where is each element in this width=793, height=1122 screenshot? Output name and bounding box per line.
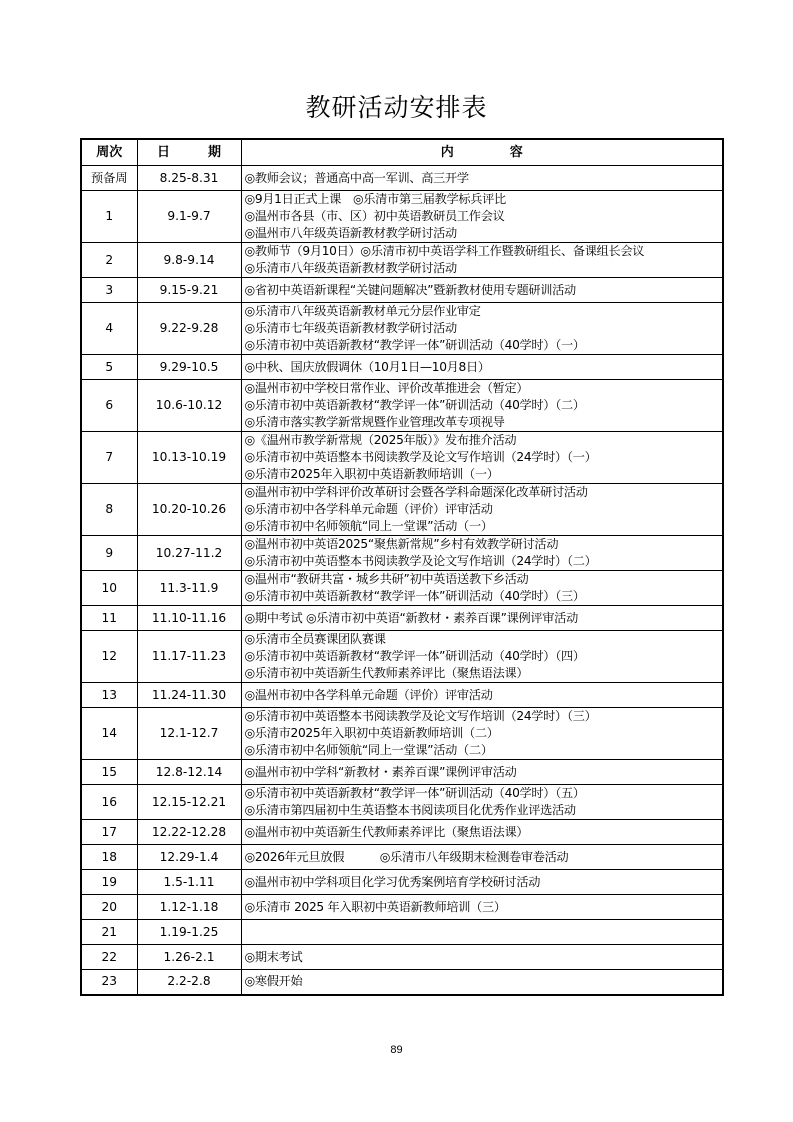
schedule-body: [81, 166, 723, 995]
week-cell: 17: [81, 820, 137, 845]
activity-line: ◎省初中英语新课程“关键问题解决”暨新教材使用专题研训活动: [244, 282, 576, 297]
content-cell: [241, 631, 723, 683]
activity-line: ◎期末考试: [244, 949, 303, 964]
date-cell: 11.3-11.9: [137, 571, 241, 606]
activity-line: ◎乐清市初中英语新生代教师素养评比（聚焦语法课）: [244, 666, 529, 680]
table-row: [81, 432, 723, 484]
header-date-char-1: 日: [156, 145, 170, 160]
content-cell: [241, 870, 723, 895]
activity-line: ◎乐清市全员赛课团队赛课: [244, 632, 386, 646]
date-cell: 9.8-9.14: [137, 243, 241, 278]
activity-line: ◎温州市初中学科评价改革研讨会暨各学科命题深化改革研讨活动: [244, 485, 588, 499]
schedule-table: [80, 138, 724, 996]
date-cell: 2.2-2.8: [137, 970, 241, 995]
date-cell: 9.22-9.28: [137, 303, 241, 355]
table-row: [81, 760, 723, 785]
table-header-row: [81, 139, 723, 166]
date-cell: 11.17-11.23: [137, 631, 241, 683]
table-row: [81, 355, 723, 380]
date-cell: 10.13-10.19: [137, 432, 241, 484]
table-row: [81, 970, 723, 995]
content-cell: [241, 243, 723, 278]
activity-line: ◎期中考试 ◎乐清市初中英语“新教材・素养百课”课例评审活动: [244, 610, 578, 625]
date-cell: 12.15-12.21: [137, 785, 241, 820]
content-cell: [241, 895, 723, 920]
activity-line: ◎温州市初中英语2025“聚焦新常规”乡村有效教学研讨活动: [244, 537, 559, 551]
date-cell: 12.1-12.7: [137, 708, 241, 760]
week-cell: 20: [81, 895, 137, 920]
activity-line: ◎教师节（9月10日）◎乐清市初中英语学科工作暨教研组长、备课组长会议: [244, 244, 645, 258]
activity-line: ◎乐清市2025年入职初中英语新教师培训（二）: [244, 726, 499, 740]
content-cell: [241, 380, 723, 432]
week-cell: 1: [81, 191, 137, 243]
activity-line: ◎温州市初中各学科单元命题（评价）评审活动: [244, 687, 493, 702]
content-cell: [241, 845, 723, 870]
week-cell: 23: [81, 970, 137, 995]
content-cell: [241, 191, 723, 243]
table-row: [81, 380, 723, 432]
activity-line: ◎教师会议；普通高中高一军训、高三开学: [244, 170, 469, 185]
table-row: [81, 243, 723, 278]
content-cell: [241, 945, 723, 970]
content-cell: [241, 355, 723, 380]
content-cell: [241, 606, 723, 631]
table-row: [81, 895, 723, 920]
content-cell: [241, 166, 723, 191]
activity-line: ◎温州市各县（市、区）初中英语教研员工作会议: [244, 209, 505, 223]
header-week: 周次: [81, 139, 137, 166]
week-cell: 7: [81, 432, 137, 484]
content-cell: [241, 571, 723, 606]
content-cell: [241, 920, 723, 945]
date-cell: 12.22-12.28: [137, 820, 241, 845]
activity-line: ◎乐清市初中英语新教材“教学评一体”研训活动（40学时）（二）: [244, 398, 585, 412]
date-cell: 12.8-12.14: [137, 760, 241, 785]
header-date-char-2: 期: [208, 145, 222, 160]
header-content: [241, 139, 723, 166]
table-row: [81, 820, 723, 845]
date-cell: 1.19-1.25: [137, 920, 241, 945]
content-cell: [241, 303, 723, 355]
week-cell: 19: [81, 870, 137, 895]
header-content-char-2: 容: [509, 145, 523, 160]
page-number: 89: [390, 1044, 403, 1056]
activity-line: ◎乐清市八年级英语新教材单元分层作业审定: [244, 304, 481, 318]
activity-line: ◎《温州市教学新常规（2025年版）》发布推介活动: [244, 433, 517, 447]
week-cell: 5: [81, 355, 137, 380]
week-cell: 9: [81, 536, 137, 571]
table-row: [81, 191, 723, 243]
activity-line: ◎温州市初中英语新生代教师素养评比（聚焦语法课）: [244, 824, 529, 839]
table-row: [81, 870, 723, 895]
activity-line: ◎寒假开始: [244, 974, 303, 989]
table-row: [81, 536, 723, 571]
week-cell: 14: [81, 708, 137, 760]
week-cell: 18: [81, 845, 137, 870]
activity-line: ◎乐清市七年级英语新教材教学研讨活动: [244, 321, 457, 335]
table-row: [81, 785, 723, 820]
activity-line: ◎中秋、国庆放假调休（10月1日—10月8日）: [244, 359, 490, 374]
activity-line: ◎乐清市初中英语整本书阅读教学及论文写作培训（24学时）（三）: [244, 709, 597, 723]
week-cell: 12: [81, 631, 137, 683]
date-cell: 9.15-9.21: [137, 278, 241, 303]
date-cell: 12.29-1.4: [137, 845, 241, 870]
activity-line: ◎乐清市 2025 年入职初中英语新教师培训（三）: [244, 899, 506, 914]
date-cell: 1.5-1.11: [137, 870, 241, 895]
date-cell: 10.6-10.12: [137, 380, 241, 432]
table-row: [81, 845, 723, 870]
activity-line: ◎温州市初中学科项目化学习优秀案例培育学校研讨活动: [244, 874, 541, 889]
activity-line: ◎温州市初中学校日常作业、评价改革推进会（暂定）: [244, 381, 529, 395]
page-title: 教研活动安排表: [305, 93, 488, 122]
activity-line: ◎乐清市落实教学新常规暨作业管理改革专项视导: [244, 415, 505, 429]
table-row: [81, 920, 723, 945]
date-cell: 9.1-9.7: [137, 191, 241, 243]
table-row: [81, 683, 723, 708]
activity-line: ◎乐清市初中英语新教材“教学评一体”研训活动（40学时）（五）: [244, 786, 585, 800]
activity-line: ◎温州市“教研共富・城乡共研”初中英语送教下乡活动: [244, 572, 529, 586]
date-cell: 11.10-11.16: [137, 606, 241, 631]
table-row: [81, 945, 723, 970]
week-cell: 10: [81, 571, 137, 606]
activity-line: ◎温州市八年级英语新教材教学研讨活动: [244, 226, 457, 240]
week-cell: 6: [81, 380, 137, 432]
activity-line: ◎乐清市2025年入职初中英语新教师培训（一）: [244, 467, 499, 481]
activity-line: ◎乐清市初中英语新教材“教学评一体”研训活动（40学时）（四）: [244, 649, 585, 663]
header-content-char-1: 内: [440, 145, 454, 160]
date-cell: 10.20-10.26: [137, 484, 241, 536]
date-cell: 8.25-8.31: [137, 166, 241, 191]
content-cell: [241, 278, 723, 303]
table-row: [81, 166, 723, 191]
table-row: [81, 571, 723, 606]
date-cell: 1.26-2.1: [137, 945, 241, 970]
content-cell: [241, 683, 723, 708]
week-cell: 4: [81, 303, 137, 355]
week-cell: 11: [81, 606, 137, 631]
content-cell: [241, 708, 723, 760]
table-row: [81, 631, 723, 683]
table-row: [81, 303, 723, 355]
activity-line: ◎乐清市第四届初中生英语整本书阅读项目化优秀作业评选活动: [244, 803, 576, 817]
activity-line: ◎9月1日正式上课 ◎乐清市第三届教学标兵评比: [244, 192, 506, 206]
week-cell: 8: [81, 484, 137, 536]
activity-line: ◎乐清市初中英语新教材“教学评一体”研训活动（40学时）（一）: [244, 338, 585, 352]
content-cell: [241, 820, 723, 845]
week-cell: 13: [81, 683, 137, 708]
activity-line: ◎乐清市初中英语整本书阅读教学及论文写作培训（24学时）（一）: [244, 450, 597, 464]
content-cell: [241, 760, 723, 785]
week-cell: 22: [81, 945, 137, 970]
activity-line: ◎乐清市八年级英语新教材教学研讨活动: [244, 261, 457, 275]
table-row: [81, 484, 723, 536]
activity-line: ◎2026年元旦放假 ◎乐清市八年级期末检测卷审卷活动: [244, 849, 569, 864]
week-cell: 预备周: [81, 166, 137, 191]
date-cell: 9.29-10.5: [137, 355, 241, 380]
week-cell: 16: [81, 785, 137, 820]
activity-line: ◎乐清市初中名师领航“同上一堂课”活动（二）: [244, 743, 493, 757]
week-cell: 15: [81, 760, 137, 785]
activity-line: ◎乐清市初中名师领航“同上一堂课”活动（一）: [244, 519, 493, 533]
date-cell: 1.12-1.18: [137, 895, 241, 920]
content-cell: [241, 970, 723, 995]
date-cell: 10.27-11.2: [137, 536, 241, 571]
week-cell: 21: [81, 920, 137, 945]
week-cell: 2: [81, 243, 137, 278]
content-cell: [241, 536, 723, 571]
week-cell: 3: [81, 278, 137, 303]
table-row: [81, 278, 723, 303]
activity-line: ◎乐清市初中英语整本书阅读教学及论文写作培训（24学时）（二）: [244, 554, 597, 568]
table-row: [81, 606, 723, 631]
content-cell: [241, 785, 723, 820]
content-cell: [241, 484, 723, 536]
activity-line: ◎乐清市初中各学科单元命题（评价）评审活动: [244, 502, 493, 516]
activity-line: ◎温州市初中学科“新教材・素养百课”课例评审活动: [244, 764, 517, 779]
content-cell: [241, 432, 723, 484]
activity-line: ◎乐清市初中英语新教材“教学评一体”研训活动（40学时）（三）: [244, 589, 585, 603]
date-cell: 11.24-11.30: [137, 683, 241, 708]
header-date: [137, 139, 241, 166]
table-row: [81, 708, 723, 760]
